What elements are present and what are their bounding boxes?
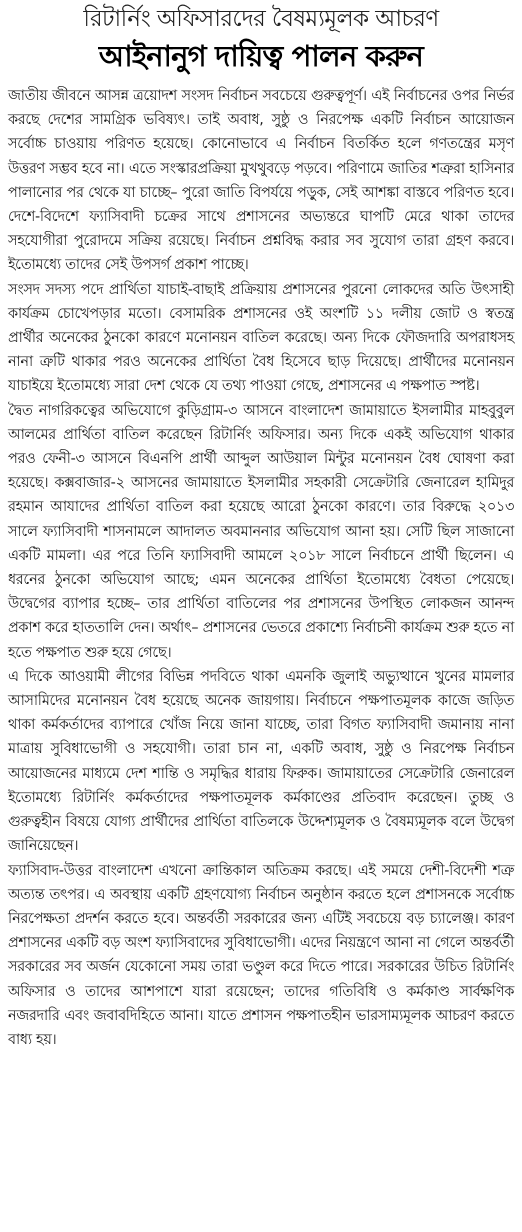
article-paragraph-4: এ দিকে আওয়ামী লীগের বিভিন্ন পদবিতে থাকা এমনকি জুলাই অভ্যুত্থানে খুনের মামলার আসামিদের মনোনয়ন বৈধ হয়েছে অনেক জায়গায়। নির্বাচনে পক্ষপাতমূলক কাজে জড়িত থাকা কর্মকর্তাদের ব্যাপারে খোঁজ নিয়ে জানা যাচ্ছে, তারা বিগত ফ্যাসিবাদী জমানায় নানা মাত্রায় সুবিধাভোগী ও সহযোগী। তারা চান না, একটি অবাধ, সুষ্ঠু ও নিরপেক্ষ নির্বাচন আয়োজনের মাধ্যমে দেশ শান্তি ও সমৃদ্ধির ধারায় ফিরুক। জামায়াতের সেক্রেটারি জেনারেল ইতোমধ্যে রিটার্নিং কর্মকর্তাদের পক্ষপাতমূলক কর্মকাণ্ডের প্রতিবাদ করেছেন। তুচ্ছ ও গুরুত্বহীন বিষয়ে যোগ্য প্রার্থীদের প্রার্থিতা বাতিলকে উদ্দেশ্যমূলক ও বৈষম্যমূলক বলে উদ্বেগ জানিয়েছেন। <box>8 668 514 855</box>
article-paragraph-3: দ্বৈত নাগরিকত্বের অভিযোগে কুড়িগ্রাম-৩ আসনে বাংলাদেশ জামায়াতে ইসলামীর মাহবুবুল আলমের প্রার্থিতা বাতিল করেছেন রিটার্নিং অফিসার। অন্য দিকে একই অভিযোগ থাকার পরও ফেনী-৩ আসনে বিএনপি প্রার্থী আব্দুল আউয়াল মিন্টুর মনোনয়ন বৈধ ঘোষণা করা হয়েছে। কক্সবাজার-২ আসনের জামায়াতে ইসলামীর সহকারী সেক্রেটারি জেনারেল হামিদুর রহমান আযাদের প্রার্থিতা বাতিল করা হয়েছে আরো ঠুনকো কারণে। তার বিরুদ্ধে ২০১৩ সালে ফ্যাসিবাদী শাসনামলে আদালত অবমাননার অভিযোগ আনা হয়। সেটি ছিল সাজানো একটি মামলা। এর পরে তিনি ফ্যাসিবাদী আমলে ২০১৮ সালে নির্বাচনে প্রার্থী ছিলেন। এ ধরনের ঠুনকো অভিযোগ আছে; এমন অনেকের প্রার্থিতা ইতোমধ্যে বৈধতা পেয়েছে। উদ্বেগের ব্যাপার হচ্ছে– তার প্রার্থিতা বাতিলের পর প্রশাসনের উপস্থিত লোকজন আনন্দ প্রকাশ করে হাততালি দেন। অর্থাৎ– প্রশাসনের ভেতরে প্রকাশ্যে নির্বাচনী কার্যক্রম শুরু হতে না হতে পক্ষপাত শুরু হয়ে গেছে। <box>8 402 514 661</box>
article-headline: আইনানুগ দায়িত্ব পালন করুন <box>98 39 424 73</box>
article-kicker: রিটার্নিং অফিসারদের বৈষম্যমূলক আচরণ <box>83 6 439 32</box>
article-paragraph-5: ফ্যাসিবাদ-উত্তর বাংলাদেশ এখনো ক্রান্তিকাল অতিক্রম করছে। এই সময়ে দেশী-বিদেশী শত্রু অত্যন্ত তৎপর। এ অবস্থায় একটি গ্রহণযোগ্য নির্বাচন অনুষ্ঠান করতে হলে প্রশাসনকে সর্বোচ্চ নিরপেক্ষতা প্রদর্শন করতে হবে। অন্তর্বর্তী সরকারের জন্য এটিই সবচেয়ে বড় চ্যালেঞ্জ। কারণ প্রশাসনের একটি বড় অংশ ফ্যাসিবাদের সুবিধাভোগী। এদের নিয়ন্ত্রণে আনা না গেলে অন্তর্বর্তী সরকারের সব অর্জন যেকোনো সময় তারা ভণ্ডুল করে দিতে পারে। সরকারের উচিত রিটার্নিং অফিসার ও তাদের আশপাশে যারা রয়েছেন; তাদের গতিবিধি ও কর্মকাণ্ড সার্বক্ষণিক নজরদারি এবং জবাবদিহিতে আনা। যাতে প্রশাসন পক্ষপাতহীন ভারসাম্যমূলক আচরণ করতে বাধ্য হয়। <box>8 862 514 1048</box>
article-paragraph-1: জাতীয় জীবনে আসন্ন ত্রয়োদশ সংসদ নির্বাচন সবচেয়ে গুরুত্বপূর্ণ। এই নির্বাচনের ওপর নির্ভর করছে দেশের সামগ্রিক ভবিষ্যৎ। তাই অবাধ, সুষ্ঠু ও নিরপেক্ষ একটি নির্বাচন আয়োজন সর্বোচ্চ চাওয়ায় পরিণত হয়েছে। কোনোভাবে এ নির্বাচন বিতর্কিত হলে গণতন্ত্রের মসৃণ উত্তরণ সম্ভব হবে না। এতে সংস্কারপ্রক্রিয়া মুখথুবড়ে পড়বে। পরিণামে জাতির শত্রুরা হাসিনার পালানোর পর থেকে যা চাচ্ছে– পুরো জাতি বিপর্যয়ে পড়ুক, সেই আশঙ্কা বাস্তবে পরিণত হবে। দেশে-বিদেশে ফ্যাসিবাদী চক্রের সাথে প্রশাসনের অভ্যন্তরে ঘাপটি মেরে থাকা তাদের সহযোগীরা পুরোদমে সক্রিয় রয়েছে। নির্বাচন প্রশ্নবিদ্ধ করার সব সুযোগ তারা গ্রহণ করবে। ইতোমধ্যে তাদের সেই উপসর্গ প্রকাশ পাচ্ছে। <box>8 88 514 274</box>
article-paragraph-2: সংসদ সদস্য পদে প্রার্থিতা যাচাই-বাছাই প্রক্রিয়ায় প্রশাসনের পুরনো লোকদের অতি উৎসাহী কার্যক্রম চোখেপড়ার মতো। বেসামরিক প্রশাসনের ওই অংশটি ১১ দলীয় জোট ও স্বতন্ত্র প্রার্থীর অনেকের ঠুনকো কারণে মনোনয়ন বাতিল করেছে। অন্য দিকে ফৌজদারি অপরাধসহ নানা ত্রুটি থাকার পরও অনেকের প্রার্থিতা বৈধ হিসেবে ছাড় দিয়েছে। প্রার্থীদের মনোনয়ন যাচাইয়ে ইতোমধ্যে সারা দেশ থেকে যে তথ্য পাওয়া গেছে, প্রশাসনের এ পক্ষপাত স্পষ্ট। <box>8 281 514 395</box>
article-body <box>8 84 514 1052</box>
